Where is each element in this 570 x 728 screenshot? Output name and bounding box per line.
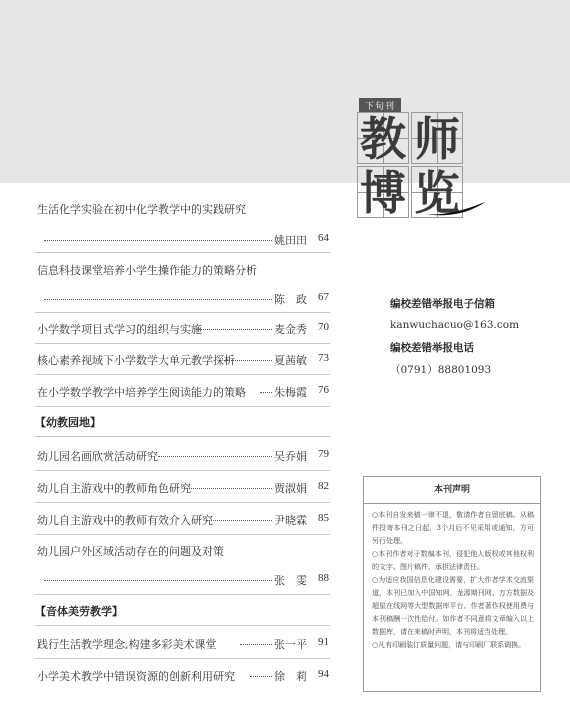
toc-author-11: 徐 莉 (274, 670, 307, 683)
toc-page-4: 73 (318, 352, 329, 364)
notice-paragraph-2: ○本刊作者对于数编本刊，侵犯他人版权或其他权利的文字、图片稿件，承担法律责任。 (372, 550, 534, 571)
toc-title-5[interactable]: 在小学数学教学中培养学生阅读能力的策略 (37, 386, 246, 399)
toc-title-6[interactable]: 幼儿园名画欣赏活动研究 (37, 450, 158, 463)
toc-leader (186, 488, 272, 489)
section-heading-arts: 【音体美劳教学】 (35, 605, 123, 618)
toc-leader (250, 676, 272, 677)
masthead-logo (355, 96, 485, 228)
toc-title-3[interactable]: 小学数学项目式学习的组织与实施 (37, 323, 202, 336)
phone-label: 编校差错举报电话 (390, 342, 474, 354)
issue-tag: 下旬刊 (359, 98, 401, 113)
notice-paragraph-4: ○凡有印刷装订质量问题，请与印刷厂联系调换。 (372, 641, 526, 649)
notice-paragraph-3: ○为适应我国信息化建设需要，扩大作者学术交流渠道，本刊已加入中国知网、龙源期刊网、万方数据及超星在线网等大型数据库平台。作者著作权使用费与本刊稿酬一次性给付。如作者不同意将文章编入以上数据库，请在来稿时声明，本刊将适当处理。 (372, 576, 534, 636)
toc-page-3: 70 (318, 321, 329, 333)
toc-title-8[interactable]: 幼儿自主游戏中的教师有效介入研究 (37, 514, 213, 527)
toc-leader (44, 299, 272, 300)
divider (35, 312, 330, 313)
section-heading-preschool: 【幼教园地】 (35, 416, 101, 429)
toc-leader (196, 329, 272, 330)
divider (35, 502, 330, 503)
toc-author-9: 张 雯 (274, 574, 307, 587)
divider (35, 343, 330, 344)
toc-author-5: 朱梅霞 (274, 386, 307, 399)
toc-page-10: 91 (318, 636, 329, 648)
toc-page-9: 88 (318, 572, 329, 584)
toc-author-1: 姚田田 (274, 234, 307, 247)
toc-leader (158, 456, 272, 457)
toc-title-10[interactable]: 践行生活教学理念,构建多彩美术课堂 (37, 638, 217, 651)
toc-page-2: 67 (318, 291, 329, 303)
toc-page-8: 85 (318, 512, 329, 524)
toc-leader (240, 644, 272, 645)
masthead-char-4: 览 (411, 166, 463, 218)
toc-page-6: 79 (318, 448, 329, 460)
toc-title-11[interactable]: 小学美术教学中错误资源的创新利用研究 (37, 670, 235, 683)
toc-author-7: 贾淑娟 (274, 482, 307, 495)
divider (35, 625, 330, 626)
email-label: 编校差错举报电子信箱 (390, 298, 495, 310)
notice-title: 本刊声明 (364, 477, 540, 504)
toc-leader (224, 360, 272, 361)
toc-page-11: 94 (318, 668, 329, 680)
divider (35, 406, 330, 407)
toc-title-2[interactable]: 信息科技课堂培养小学生操作能力的策略分析 (37, 264, 257, 277)
notice-paragraph-1: ○本刊自发来稿一律不退，敬请作者自留底稿。从稿件投寄本刊之日起，3个月后不见采用或通知，方可另行处理。 (372, 511, 534, 545)
toc-author-2: 陈 政 (274, 293, 307, 306)
divider (35, 534, 330, 535)
toc-leader (260, 392, 272, 393)
toc-author-4: 夏茜敏 (274, 354, 307, 367)
notice-box (363, 476, 541, 692)
toc-leader (44, 580, 272, 581)
masthead-char-2: 师 (411, 112, 463, 164)
toc-leader (206, 520, 272, 521)
toc-leader (44, 240, 272, 241)
brush-stroke-icon (421, 200, 487, 218)
divider (35, 470, 330, 471)
masthead-char-1: 教 (357, 112, 409, 164)
toc-author-8: 尹晓霖 (274, 514, 307, 527)
toc-page-1: 64 (318, 232, 329, 244)
toc-title-4[interactable]: 核心素养视域下小学数学大单元教学探析 (37, 354, 235, 367)
toc-title-1[interactable]: 生活化学实验在初中化学教学中的实践研究 (37, 203, 246, 216)
toc-title-9[interactable]: 幼儿园户外区域活动存在的问题及对策 (37, 545, 224, 558)
divider (35, 594, 330, 595)
toc-author-3: 麦金秀 (274, 323, 307, 336)
toc-author-6: 吴乔娟 (274, 450, 307, 463)
masthead-char-3: 博 (357, 166, 409, 218)
toc-page-7: 82 (318, 480, 329, 492)
toc-title-7[interactable]: 幼儿自主游戏中的教师角色研究 (37, 482, 191, 495)
divider (35, 374, 330, 375)
phone-value: （0791）88801093 (390, 364, 492, 376)
email-value[interactable]: kanwuchacuo@163.com (390, 319, 520, 331)
toc-page-5: 76 (318, 384, 329, 396)
divider (35, 252, 330, 253)
notice-text (372, 509, 534, 652)
divider (35, 436, 330, 437)
toc-author-10: 张一平 (274, 638, 307, 651)
divider (35, 658, 330, 659)
